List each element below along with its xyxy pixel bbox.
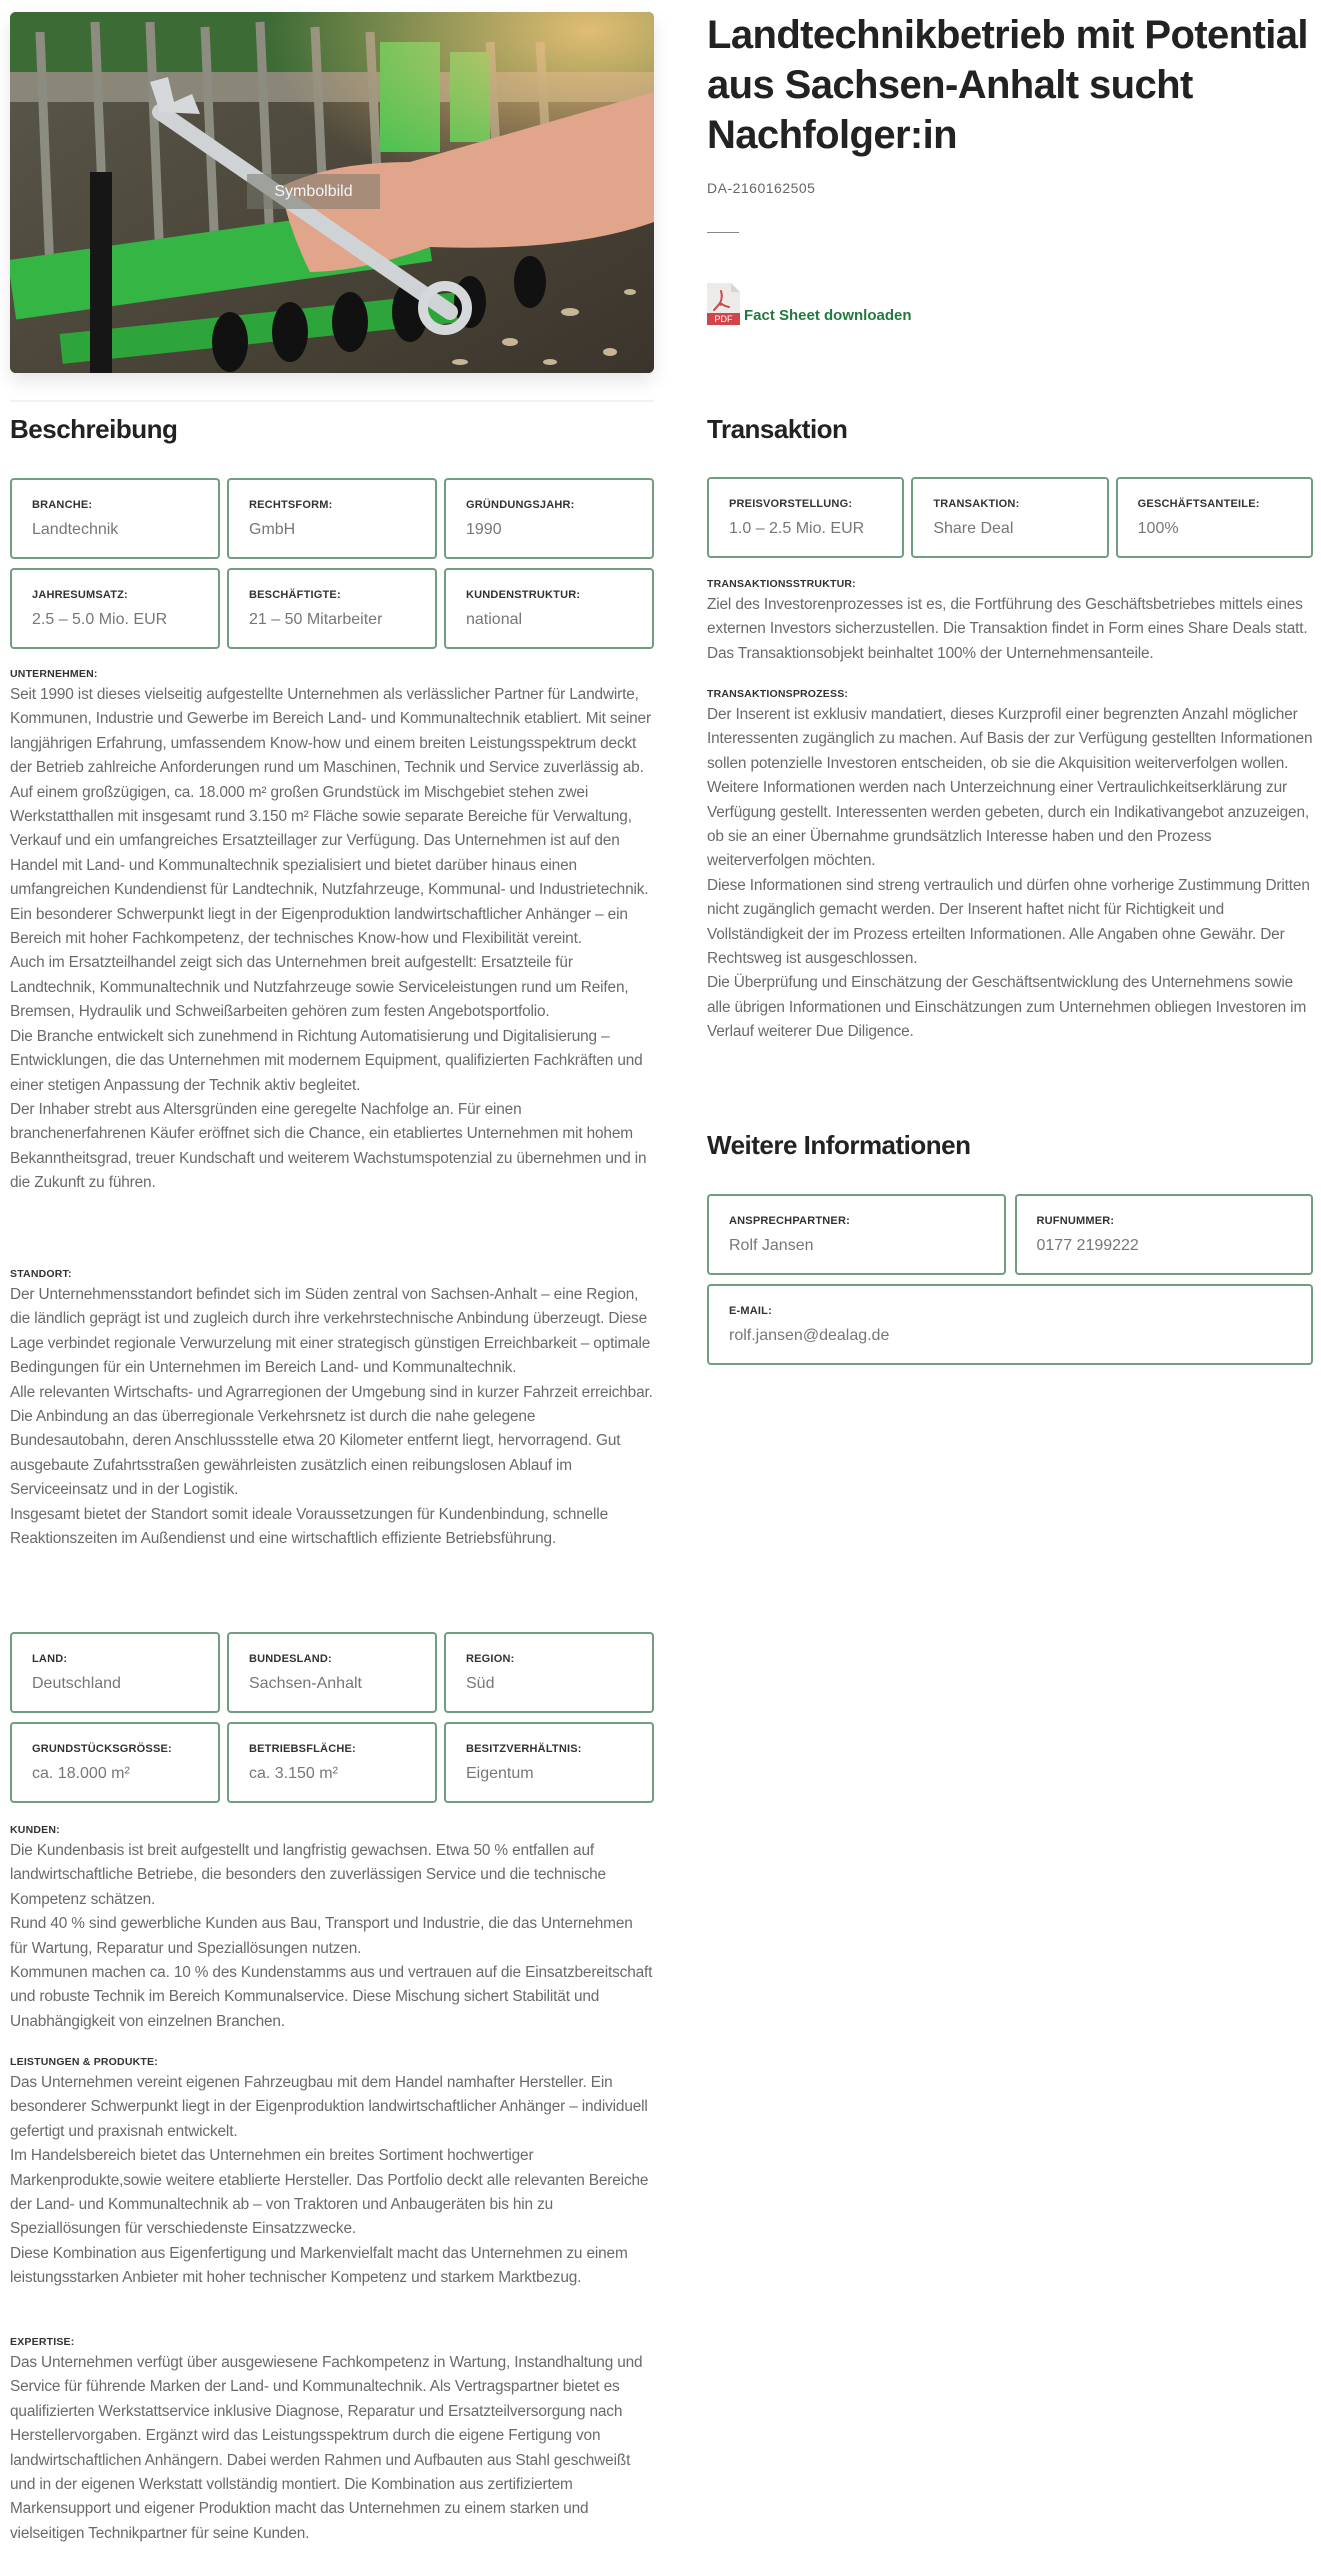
fact-value: national — [466, 611, 523, 628]
fact-card-kundenstruktur — [444, 568, 654, 649]
paragraph: Das Unternehmen verfügt über ausgewiesene Fachkompetenz in Wartung, Instandhaltung und Service für führende Marken der Land- und Kommunaltechnik. Als Vertragspartner bietet es qualifizierten Werkstattservice inklusive Diagnose, Reparatur und Ersatzteilversorgung nach Herstellervorgaben. Ergänzt wird das Leistungsspektrum durch die eigene Fertigung von landwirtschaftlichen Anhängern. Dabei werden Rahmen und Aufbauten aus Stahl geschweißt und in der eigenen Werkstatt vollständig montiert. Die Kombination aus zertifiziertem Markensupport und eigener Produktion macht das Unternehmen zu einem starken und vielseitigen Technikpartner für seine Kunden. — [10, 2354, 643, 2542]
fact-card-region — [444, 1632, 654, 1713]
paragraph: Die Kundenbasis ist breit aufgestellt und langfristig gewachsen. Etwa 50 % entfallen auf landwirtschaftliche Betriebe, die besonders den zuverlässigen Service und die technische Kompetenz schätzen. — [10, 1842, 606, 1908]
fact-value: 2.5 – 5.0 Mio. EUR — [32, 611, 168, 628]
paragraph: Die Branche entwickelt sich zunehmend in Richtung Automatisierung und Digitalisierung – Entwicklungen, die das Unternehmen mit modernem Equipment, qualifizierten Fachkräften und einer stetigen Anpassung der Technik aktiv begleitet. — [10, 1027, 643, 1094]
block-label: TRANSAKTIONSPROZESS: — [707, 688, 849, 700]
text-block-transaktionsprozess — [707, 688, 1313, 1045]
listing-title: Landtechnikbetrieb mit Potential aus Sachsen-Anhalt sucht Nachfolger:in — [707, 13, 1308, 157]
paragraph: Ein besonderer Schwerpunkt liegt in der Eigenproduktion landwirtschaftlicher Anhänger – ein Bereich mit hoher Fachkompetenz, der technisches Know-how und Flexibilität vereint. — [10, 905, 628, 948]
pdf-icon-label: PDF — [714, 314, 733, 324]
fact-value: 21 – 50 Mitarbeiter — [249, 611, 383, 628]
fact-card-bundesland — [227, 1632, 437, 1713]
contact-name: Rolf Jansen — [729, 1237, 814, 1254]
fact-label: BUNDESLAND: — [249, 1653, 332, 1665]
paragraph: Auf einem großzügigen, ca. 18.000 m² großen Grundstück im Mischgebiet stehen zwei Werkstatthallen mit insgesamt rund 3.150 m² Fläche sowie separate Bereiche für Verwaltung, Verkauf und ein umfangreiches Ersatzteillager zur Verfügung. Das Unternehmen ist auf den Handel mit Land- und Kommunaltechnik spezialisiert und bietet darüber hinaus einen umfangreichen Kundendienst für Landtechnik, Nutzfahrzeuge, Kommunal- und Industrietechnik. — [10, 783, 649, 899]
fact-card-geschaeftsanteile — [1116, 477, 1313, 558]
paragraph: Rund 40 % sind gewerbliche Kunden aus Bau, Transport und Industrie, die das Unternehmen für Wartung, Reparatur und Speziallösungen nutzen. — [10, 1915, 633, 1957]
paragraph: Weitere Informationen werden nach Unterzeichnung einer Vertraulichkeitserklärung zur Verfügung gestellt. Interessenten werden gebeten, durch ein Indikativangebot anzuzeigen, ob sie an einer Übernahme grundsätzlich Interesse haben und den Prozess weiterverfolgen möchten. — [707, 779, 1310, 870]
fact-card-transaktion — [911, 477, 1108, 558]
fact-value: Eigentum — [466, 1765, 534, 1782]
block-label: TRANSAKTIONSSTRUKTUR: — [707, 578, 856, 590]
factsheet-download-link[interactable] — [707, 283, 912, 325]
fact-label: GESCHÄFTSANTEILE: — [1137, 498, 1260, 510]
fact-value: 1.0 – 2.5 Mio. EUR — [729, 520, 865, 537]
contact-card-rufnummer — [1015, 1194, 1314, 1275]
fact-label: RECHTSFORM: — [249, 499, 333, 511]
text-block-expertise — [10, 2336, 654, 2546]
fact-card-grundstuecksgroesse — [10, 1722, 220, 1803]
text-block-transaktionsstruktur — [707, 578, 1313, 666]
fact-label: GRÜNDUNGSJAHR: — [466, 499, 575, 511]
fact-label: BESCHÄFTIGTE: — [249, 589, 341, 601]
hero-image — [10, 12, 654, 373]
contact-grid — [707, 1194, 1313, 1365]
fact-card-besitzverhaeltnis — [444, 1722, 654, 1803]
fact-label: REGION: — [466, 1653, 515, 1665]
fact-label: JAHRESUMSATZ: — [32, 589, 128, 601]
fact-card-branche — [10, 478, 220, 559]
transaction-facts-grid — [707, 477, 1313, 558]
fact-label: LAND: — [32, 1653, 68, 1665]
fact-label: KUNDENSTRUKTUR: — [466, 589, 581, 601]
fact-label: BESITZVERHÄLTNIS: — [466, 1743, 582, 1755]
paragraph: Das Unternehmen vereint eigenen Fahrzeugbau mit dem Handel namhafter Hersteller. Ein besonderer Schwerpunkt liegt in der Eigenproduktion landwirtschaftlicher Anhänger – individuell gefertigt und praxisnah entwickelt. — [10, 2074, 648, 2140]
fact-value: GmbH — [249, 521, 296, 538]
paragraph: Der Inhaber strebt aus Altersgründen eine geregelte Nachfolge an. Für einen branchenerfahrenen Käufer eröffnet sich die Chance, ein etabliertes Unternehmen mit hohem Bekanntheitsgrad, treuer Kundschaft und weiterem Wachstumspotenzial zu übernehmen und in die Zukunft zu führen. — [10, 1100, 647, 1192]
contact-phone[interactable]: 0177 2199222 — [1036, 1237, 1139, 1254]
section-title-transaktion: Transaktion — [707, 414, 848, 444]
text-block-leistungen — [10, 2056, 654, 2291]
contact-label: E-MAIL: — [729, 1305, 772, 1317]
paragraph: Auch im Ersatzteilhandel zeigt sich das Unternehmen breit aufgestellt: Ersatzteile für Landtechnik, Kommunaltechnik und Nutzfahrzeuge sowie Serviceleistungen rund um Reifen, Bremsen, Hydraulik und Schweißarbeiten gehören zum festen Angebotsportfolio. — [10, 954, 629, 1021]
fact-value: 100% — [1137, 520, 1179, 537]
text-block-standort — [10, 1268, 654, 1551]
paragraph: Seit 1990 ist dieses vielseitig aufgestellte Unternehmen als verlässlicher Partner für Landwirte, Kommunen, Industrie und Gewerbe im Bereich Land- und Kommunaltechnik etabliert. Mit seiner langjährigen Erfahrung, umfassendem Know-how und einem breiten Leistungsspektrum deckt der Betrieb zahlreiche Anforderungen rund um Maschinen, Technik und Service zuverlässig ab. — [10, 686, 651, 777]
section-title-beschreibung: Beschreibung — [10, 414, 178, 444]
fact-card-jahresumsatz — [10, 568, 220, 649]
paragraph: Insgesamt bietet der Standort somit ideale Voraussetzungen für Kundenbindung, schnelle Reaktionszeiten im Außendienst und eine wirtschaftlich effiziente Betriebsführung. — [10, 1505, 608, 1548]
fact-label: BETRIEBSFLÄCHE: — [249, 1743, 356, 1755]
fact-label: GRUNDSTÜCKSGRÖSSE: — [32, 1743, 172, 1755]
paragraph: Alle relevanten Wirtschafts- und Agrarregionen der Umgebung sind in kurzer Fahrzeit erreichbar. Die Anbindung an das überregionale Verkehrsnetz ist durch die nahe gelegene Bundesautobahn, deren Anschlussstelle etwa 20 Kilometer entfernt liegt, hervorragend. Gut ausgebaute Zufahrtsstraßen gewährleisten zusätzlich einen reibungslosen Ablauf im Serviceeinsatz und in der Logistik. — [10, 1383, 653, 1499]
fact-label: TRANSAKTION: — [933, 498, 1020, 510]
hero-caption: Symbolbild — [247, 174, 380, 209]
paragraph: Der Unternehmensstandort befindet sich im Süden zentral von Sachsen-Anhalt – eine Region, die ländlich geprägt ist und zugleich durch ihre verkehrstechnische Anbindung überzeugt. Diese Lage verbindet regionale Verwurzelung mit einer strategisch günstigen Erreichbarkeit – optimale Bedingungen für ein Unternehmen im Bereich Land- und Kommunaltechnik. — [10, 1286, 651, 1377]
location-facts-grid — [10, 1632, 654, 1803]
text-block-unternehmen — [10, 668, 654, 1196]
block-label: EXPERTISE: — [10, 2336, 75, 2348]
fact-card-rechtsform — [227, 478, 437, 559]
paragraph: Diese Kombination aus Eigenfertigung und Markenvielfalt macht das Unternehmen zu einem leistungsstarken Anbieter mit hoher technischer Kompetenz und starkem Marktbezug. — [10, 2244, 628, 2287]
paragraph: Der Inserent ist exklusiv mandatiert, dieses Kurzprofil einer begrenzten Anzahl möglicher Interessenten zugänglich zu machen. Auf Basis der zur Verfügung gestellten Informationen sollen potenzielle Investoren entscheiden, ob sie die Akquisition weiterverfolgen wollen. — [707, 706, 1313, 772]
paragraph: Im Handelsbereich bietet das Unternehmen ein breites Sortiment hochwertiger Markenprodukte,sowie weitere etablierte Hersteller. Das Portfolio deckt alle relevanten Bereiche der Land- und Kommunaltechnik ab – von Traktoren und Anbaugeräten bis hin zu Speziallösungen für verschiedenste Einsatzzwecke. — [10, 2147, 649, 2238]
pdf-icon — [707, 283, 740, 325]
divider — [707, 232, 739, 233]
contact-email[interactable]: rolf.jansen@dealag.de — [729, 1327, 890, 1344]
paragraph: Ziel des Investorenprozesses ist es, die Fortführung des Geschäftsbetriebes mittels eines externen Investors sicherzustellen. Die Transaktion findet in Form eines Share Deals statt. Das Transaktionsobjekt beinhaltet 100% der Unternehmensanteile. — [707, 596, 1308, 662]
fact-card-betriebsflaeche — [227, 1722, 437, 1803]
factsheet-link-text[interactable]: Fact Sheet downloaden — [744, 307, 912, 324]
fact-card-preisvorstellung — [707, 477, 904, 558]
fact-value: 1990 — [466, 521, 502, 538]
text-block-kunden — [10, 1824, 654, 2034]
fact-card-beschaeftigte — [227, 568, 437, 649]
block-label: KUNDEN: — [10, 1824, 60, 1836]
fact-value: Süd — [466, 1675, 495, 1692]
divider — [10, 400, 654, 402]
paragraph: Diese Informationen sind streng vertraulich und dürfen ohne vorherige Zustimmung Dritten nicht zugänglich gemacht werden. Der Inserent haftet nicht für Richtigkeit und Vollständigkeit der im Prozess erteilten Informationen. Alle Angaben ohne Gewähr. Der Rechtsweg ist ausgeschlossen. — [707, 876, 1310, 968]
fact-value: ca. 3.150 m² — [249, 1765, 338, 1782]
fact-card-land — [10, 1632, 220, 1713]
block-label: LEISTUNGEN & PRODUKTE: — [10, 2056, 158, 2068]
listing-reference-id: DA-2160162505 — [707, 180, 816, 196]
block-label: UNTERNEHMEN: — [10, 668, 98, 680]
fact-value: ca. 18.000 m² — [32, 1765, 130, 1782]
fact-value: Landtechnik — [32, 521, 119, 538]
fact-value: Sachsen-Anhalt — [249, 1675, 362, 1692]
block-label: STANDORT: — [10, 1268, 72, 1280]
fact-value: Share Deal — [933, 520, 1014, 537]
fact-value: Deutschland — [32, 1675, 121, 1692]
paragraph: Kommunen machen ca. 10 % des Kundenstamms aus und vertrauen auf die Einsatzbereitschaft und robuste Technik im Bereich Kommunalservice. Diese Mischung sichert Stabilität und Unabhängigkeit von einzelnen Branchen. — [10, 1964, 653, 2030]
contact-label: RUFNUMMER: — [1036, 1215, 1115, 1227]
fact-label: PREISVORSTELLUNG: — [729, 498, 853, 510]
section-title-weitere-informationen: Weitere Informationen — [707, 1130, 971, 1160]
fact-card-gruendungsjahr — [444, 478, 654, 559]
company-facts-grid — [10, 478, 654, 649]
paragraph: Die Überprüfung und Einschätzung der Geschäftsentwicklung des Unternehmens sowie alle übrigen Informationen und Einschätzungen zum Unternehmen obliegen Investoren im Verlauf weiterer Due Diligence. — [707, 974, 1307, 1041]
fact-label: BRANCHE: — [32, 499, 93, 511]
contact-label: ANSPRECHPARTNER: — [729, 1215, 850, 1227]
contact-card-email — [707, 1284, 1313, 1365]
contact-card-ansprechpartner — [707, 1194, 1006, 1275]
